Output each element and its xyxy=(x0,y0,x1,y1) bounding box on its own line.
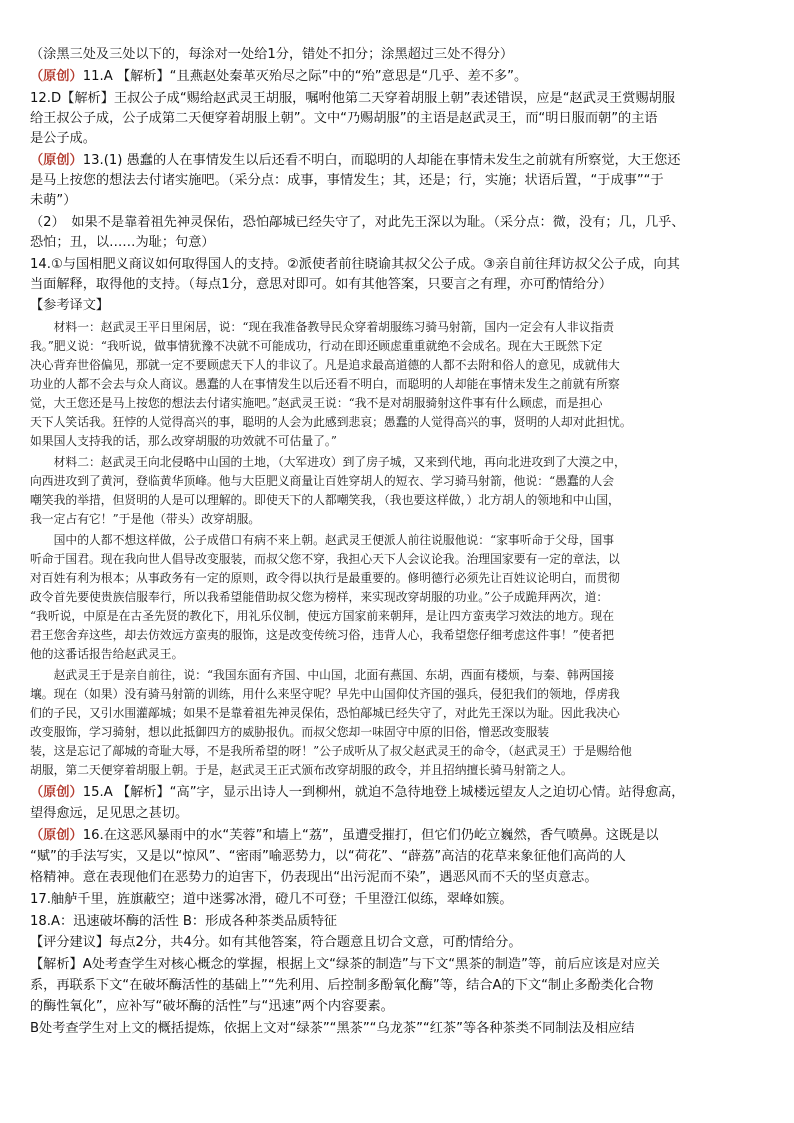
answer-14-line-2: 当面解释，取得他的支持。（每点1分，意思对即可。如有其他答案，只要言之有理，亦可酌情给分） xyxy=(30,277,613,292)
translation-line: 改变服饰，学习骑射，想以此抵御四方的威胁报仇。而叔父您却一味固守中原的旧俗，憎恶改变服装 xyxy=(30,725,550,739)
translation-line: 政令首先要使贵族信服奉行，所以我希望能借助叔父您为榜样，来实现改穿胡服的功业。”公子成跪拜两次，道： xyxy=(30,590,609,604)
translation-line: 他的这番话报告给赵武灵王。 xyxy=(30,647,184,661)
answer-13-1-text: 13.(1) 愚蠢的人在事情发生以后还看不明白，而聪明的人却能在事情未发生之前就有所察觉，大王您还 xyxy=(82,153,681,168)
answer-13-1-line-3: 未萌”） xyxy=(30,193,77,208)
answer-12-line-3: 是公子成。 xyxy=(30,131,96,146)
answer-note-line: （涂黑三处及三处以下的，每涂对一处给1分，错处不扣分；涂黑超过三处不得分） xyxy=(30,47,514,62)
translation-line: 赵武灵王于是亲自前往，说：“我国东面有齐国、中山国，北面有燕国、东胡，西面有楼烦，与秦、韩两国接 xyxy=(30,668,615,682)
translation-line: 装，这是忘记了鄗城的奇耻大辱，不是我所希望的呀！”公子成听从了叔父赵武灵王的命令，（赵武灵王）于是赐给他 xyxy=(30,744,632,758)
translation-line: 国中的人都不想这样做，公子成借口有病不来上朝。赵武灵王便派人前往说服他说：“家事听命于父母，国事 xyxy=(30,533,615,547)
analysis-line-3: 的酶性氧化”，应补写“破坏酶的活性”与“迅速”两个内容要素。 xyxy=(30,999,394,1014)
answer-18: 18.A：迅速破坏酶的活性 B：形成各种茶类品质特征 xyxy=(30,914,337,929)
translation-line: 壤。现在（如果）没有骑马射箭的训练，用什么来坚守呢？早先中山国仰仗齐国的强兵，侵犯我们的领地，俘虏我 xyxy=(30,687,620,701)
translation-line: “我听说，中原是在古圣先贤的教化下，用礼乐仪制，使远方国家前来朝拜，是让四方蛮夷学习效法的地方。现在 xyxy=(30,609,615,623)
translation-line: 胡服，第二天便穿着胡服上朝。于是，赵武灵王正式颁布改穿胡服的政令，并且招纳擅长骑马射箭之人。 xyxy=(30,763,573,777)
answer-15-text: 15.A 【解析】“高”字，显示出诗人一到柳州，就迫不急待地登上城楼远望友人之迫切心情。站得愈高， xyxy=(82,785,685,800)
answer-16-line-1 xyxy=(30,827,770,845)
analysis-line-2: 系，再联系下文“在破坏酶活性的基础上”“先利用、后控制多酚氧化酶”等，结合A的下文“制止多酚类化合物 xyxy=(30,978,654,993)
translation-line: 君王您舍弃这些，却去仿效远方蛮夷的服饰，这是改变传统习俗，违背人心，我希望您仔细考虑这件事！”使者把 xyxy=(30,628,615,642)
translation-line: 嘲笑我的举措，但贤明的人是可以理解的。即使天下的人都嘲笑我，（我也要这样做，）北方胡人的领地和中山国， xyxy=(30,493,620,507)
translation-line: 们的子民，又引水围灌鄗城；如果不是靠着祖先神灵保佑，恐怕鄗城已经失守了，对此先王深以为耻。因此我决心 xyxy=(30,706,620,720)
translation-line: 向西进攻到了黄河，登临黄华顶峰。他与大臣肥义商量让百姓穿胡人的短衣、学习骑马射箭，他说：“愚蠢的人会 xyxy=(30,474,615,488)
original-tag: （原创） xyxy=(30,828,83,843)
scoring-suggestion: 【评分建议】每点2分，共4分。如有其他答案，符合题意且切合文意，可酌情给分。 xyxy=(30,935,522,950)
translation-line: 材料一：赵武灵王平日里闲居，说：“现在我准备教导民众穿着胡服练习骑马射箭，国内一定会有人非议指责 xyxy=(30,320,615,334)
original-tag: （原创） xyxy=(30,153,83,168)
answer-13-2-line-2: 恐怕；丑，以……为耻；句意） xyxy=(30,235,215,250)
translation-line: 我。”肥义说：“我听说，做事情犹豫不决就不可能成功，行动在即还顾虑重重就绝不会成名。现在大王既然下定 xyxy=(30,339,603,353)
answer-15-line-2: 望得愈远，足见思之甚切。 xyxy=(30,806,189,821)
translation-heading: 【参考译文】 xyxy=(30,298,110,313)
analysis-b-line-1: B处考查学生对上文的概括提炼，依据上文对“绿茶”“黑茶”“乌龙茶”“红茶”等各种茶类不同制法及相应结 xyxy=(30,1021,635,1036)
answer-15-line-1 xyxy=(30,784,770,802)
translation-line: 觉，大王您还是马上按您的想法去付诸实施吧。”赵武灵王说：“我不是对胡服骑射这件事有什么顾虑，而是担心 xyxy=(30,396,603,410)
answer-12-line-1: 12.D【解析】王叔公子成“赐给赵武灵王胡服，嘱咐他第二天穿着胡服上朝”表述错误，应是“赵武灵王赏赐胡服 xyxy=(30,91,676,106)
answer-13-2-line-1: （2） 如果不是靠着祖先神灵保佑，恐怕鄗城已经失守了，对此先王深以为耻。（采分点：微，没有；几，几乎、 xyxy=(30,215,685,230)
answer-13-1-line-2: 是马上按您的想法去付诸实施吧。（采分点：成事，事情发生；其，还是；行，实施；状语后置，“于成事”“于 xyxy=(30,173,664,188)
answer-11 xyxy=(30,68,770,86)
answer-16-line-2: “赋”的手法写实，又是以“惊风”、“密雨”喻恶势力，以“荷花”、“薜荔”高洁的花草来象征他们高尚的人 xyxy=(30,849,626,864)
answer-11-text: 11.A 【解析】“且燕赵处秦革灭殆尽之际”中的“殆”意思是“几乎、差不多”。 xyxy=(82,69,528,84)
translation-line: 材料二：赵武灵王向北侵略中山国的土地，（大军进攻）到了房子城，又来到代地，再向北进攻到了大漠之中， xyxy=(30,455,626,469)
translation-line: 决心背弃世俗偏见，那就一定不要顾虑天下人的非议了。凡是追求最高道德的人都不去附和俗人的意见，成就伟大 xyxy=(30,358,620,372)
translation-line: 如果国人支持我的话，那么改穿胡服的功效就不可估量了。” xyxy=(30,434,337,448)
analysis-line-1: 【解析】A处考查学生对核心概念的掌握，根据上文“绿茶的制造”与下文“黑茶的制造”等，前后应该是对应关 xyxy=(30,957,660,972)
answer-17: 17.舳舻千里，旌旗蔽空；道中迷雾冰滑，磴几不可登；千里澄江似练，翠峰如簇。 xyxy=(30,892,513,907)
answer-12-line-2: 给王叔公子成，公子成第二天便穿着胡服上朝”。文中“乃赐胡服”的主语是赵武灵王，而“明日服而朝”的主语 xyxy=(30,111,658,126)
original-tag: （原创） xyxy=(30,69,83,84)
answer-13-1-line-1 xyxy=(30,152,770,170)
translation-line: 我一定占有它！”于是他（带头）改穿胡服。 xyxy=(30,512,261,526)
translation-line: 功业的人都不会去与众人商议。愚蠢的人在事情发生以后还看不明白，而聪明的人却能在事情未发生之前就有所察 xyxy=(30,377,620,391)
translation-line: 对百姓有利为根本；从事政务有一定的原则，政令得以执行是最重要的。修明德行必须先让百姓议论明白，而贯彻 xyxy=(30,571,620,585)
translation-line: 听命于国君。现在我向世人倡导改变服装，而叔父您不穿，我担心天下人会议论我。治理国家要有一定的章法，以 xyxy=(30,552,620,566)
answer-16-line-3: 格精神。意在表现他们在恶势力的迫害下，仍表现出“出污泥而不染”，遇恶风而不夭的坚贞意志。 xyxy=(30,870,598,885)
original-tag: （原创） xyxy=(30,785,83,800)
answer-16-text: 16.在这恶风暴雨中的水“芙蓉”和墙上“荔”，虽遭受摧打，但它们仍屹立巍然，香气喷鼻。这既是以 xyxy=(82,828,659,843)
translation-line: 天下人笑话我。狂悖的人觉得高兴的事，聪明的人会为此感到悲哀；愚蠢的人觉得高兴的事，贤明的人却对此担忧。 xyxy=(30,415,632,429)
answer-14-line-1: 14.①与国相肥义商议如何取得国人的支持。②派使者前往晓谕其叔父公子成。③亲自前往拜访叔父公子成，向其 xyxy=(30,257,680,272)
